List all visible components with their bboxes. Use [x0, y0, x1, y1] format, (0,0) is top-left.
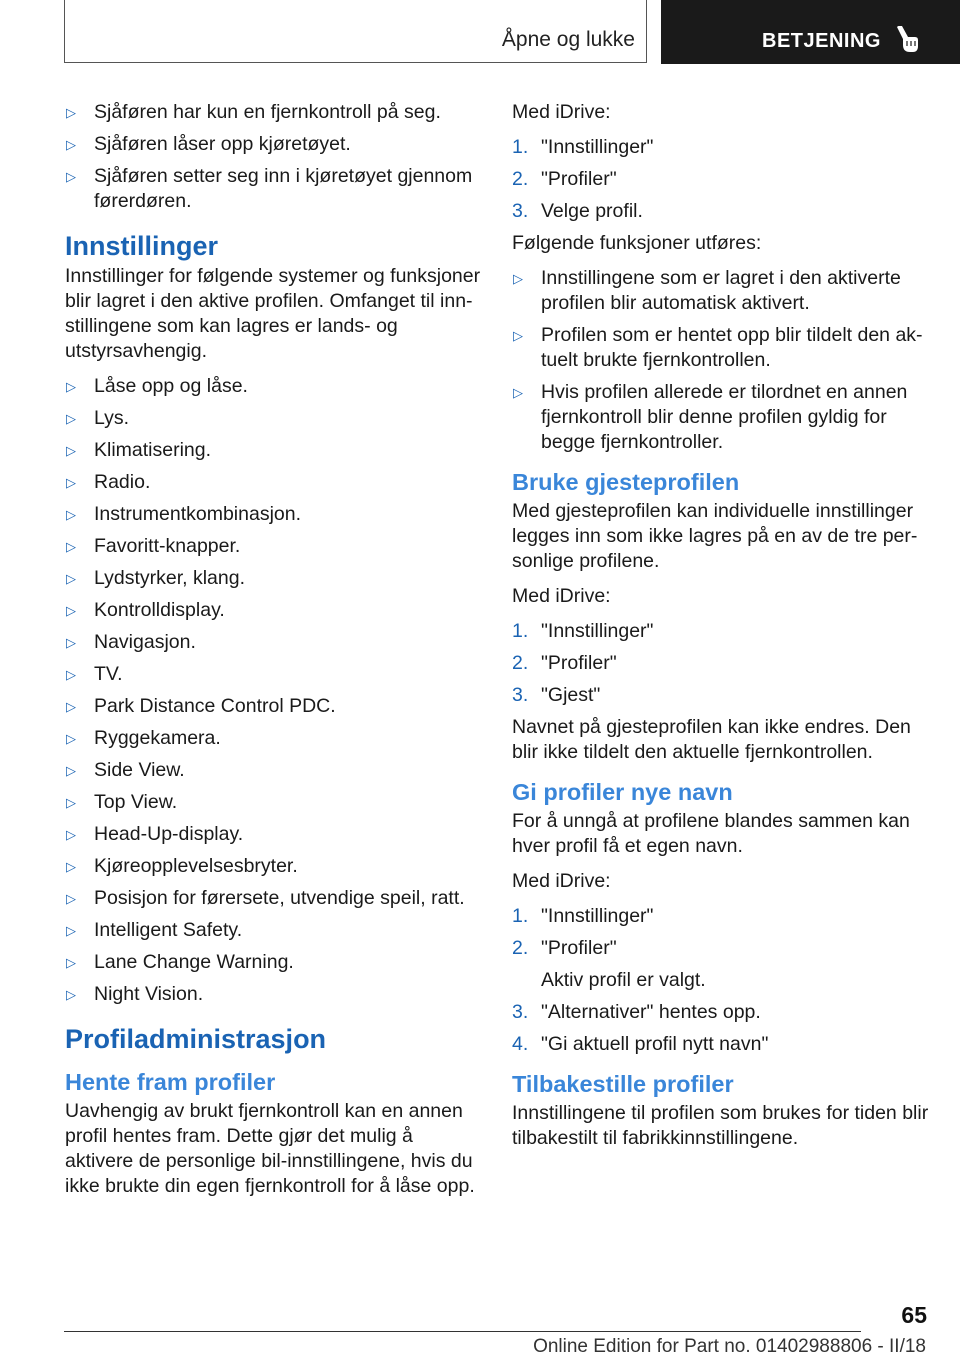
chapter-tab-label: BETJENING: [762, 30, 881, 52]
left-column: [65, 100, 485, 1209]
list-item: 4. "Gi aktuell profil nytt navn": [512, 1033, 769, 1055]
bullet-triangle-icon: ▷: [66, 795, 76, 810]
list-item: ▷ Lys.: [66, 407, 130, 429]
steps-list: [512, 135, 932, 224]
list-item: ▷ TV.: [66, 663, 123, 685]
intro-bullet-list: [65, 100, 485, 214]
list-item: ▷ Sjåføren setter seg inn i kjøretøyet gjennom førerdøren.: [66, 165, 473, 212]
heading-hente-fram-profiler: Hente fram profiler: [65, 1069, 276, 1095]
step-note: Aktiv profil er valgt.: [541, 969, 706, 991]
bullet-triangle-icon: ▷: [66, 443, 76, 458]
list-item: 2. "Profiler": [512, 168, 617, 190]
step-number: 2.: [512, 652, 529, 674]
footer-edition: Online Edition for Part no. 01402988806 - II/18: [533, 1336, 926, 1357]
section-title: Åpne og lukke: [501, 28, 635, 51]
bullet-triangle-icon: ▷: [66, 603, 76, 618]
list-item: ▷ Innstillingene som er lagret i den aktiverte profilen blir automatisk aktivert.: [513, 267, 901, 314]
bullet-triangle-icon: ▷: [66, 539, 76, 554]
list-item: ▷ Night Vision.: [66, 983, 204, 1005]
step-number: 3.: [512, 684, 529, 706]
bullet-triangle-icon: ▷: [66, 105, 76, 120]
hente-fram-text: Uavhengig av brukt fjernkontroll kan en annen profil hentes fram. Dette gjør det mulig å aktivere de personlige bil-innstillingene, hvis du ikke brukte din egen fjernkontroll for å låse opp.: [65, 1100, 475, 1197]
list-item: 1. "Innstillinger": [512, 620, 654, 642]
list-item: ▷ Top View.: [66, 791, 178, 813]
bullet-triangle-icon: ▷: [66, 891, 76, 906]
list-item: 2. "Profiler": [512, 652, 617, 674]
list-item: ▷ Lane Change Warning.: [66, 951, 294, 973]
list-item: ▷ Intelligent Safety.: [66, 919, 243, 941]
heading-profiladministrasjon: Profiladministrasjon: [65, 1024, 327, 1054]
list-item: ▷ Side View.: [66, 759, 185, 781]
bullet-triangle-icon: ▷: [66, 827, 76, 842]
list-item: ▷ Hvis profilen allerede er tilordnet en annen fjernkontroll blir denne profilen gyldig for begge fjernkontroller.: [513, 381, 908, 453]
bullet-triangle-icon: ▷: [513, 385, 523, 400]
idrive-label: Med iDrive:: [512, 585, 611, 607]
heading-bruke-gjesteprofilen: Bruke gjesteprofilen: [512, 469, 740, 495]
list-item: ▷ Favoritt-knapper.: [66, 535, 241, 557]
bullet-triangle-icon: ▷: [66, 169, 76, 184]
bullet-triangle-icon: ▷: [66, 667, 76, 682]
bullet-triangle-icon: ▷: [66, 475, 76, 490]
list-item: ▷ Profilen som er hentet opp blir tildelt den aktuelt brukte fjernkontrollen.: [513, 324, 923, 371]
bullet-triangle-icon: ▷: [66, 763, 76, 778]
step-number: 2.: [512, 937, 529, 959]
functions-label: Følgende funksjoner utføres:: [512, 232, 762, 254]
list-item: 2. "Profiler" Aktiv profil er valgt.: [512, 936, 932, 993]
right-column: [512, 100, 932, 1161]
bullet-triangle-icon: ▷: [66, 859, 76, 874]
rename-text: For å unngå at profilene blandes sammen kan hver profil få et egen navn.: [512, 810, 910, 857]
functions-list: [512, 266, 932, 455]
list-item: 1. "Innstillinger": [512, 136, 654, 158]
bullet-triangle-icon: ▷: [513, 271, 523, 286]
list-item: ▷ Radio.: [66, 471, 151, 493]
list-item: ▷ Head-Up-display.: [66, 823, 244, 845]
list-item: ▷ Klimatisering.: [66, 439, 212, 461]
reset-text: Innstillingene til profilen som brukes for tiden blir tilbakestilt til fabrikkinnstillingene.: [512, 1102, 929, 1149]
list-item: ▷ Instrumentkombinasjon.: [66, 503, 302, 525]
heading-gi-profiler-nye-navn: Gi profiler nye navn: [512, 779, 733, 805]
list-item: ▷ Kontrolldisplay.: [66, 599, 225, 621]
step-number: 2.: [512, 168, 529, 190]
steps-list: [512, 904, 932, 1057]
bullet-triangle-icon: ▷: [66, 699, 76, 714]
list-item: ▷ Sjåføren har kun en fjernkontroll på seg.: [66, 101, 441, 123]
list-item: ▷ Kjøreopplevelsesbryter.: [66, 855, 298, 877]
bullet-triangle-icon: ▷: [66, 987, 76, 1002]
list-item: 3. "Gjest": [512, 684, 601, 706]
footer-divider: [64, 1331, 861, 1332]
list-item: ▷ Park Distance Control PDC.: [66, 695, 336, 717]
idrive-label: Med iDrive:: [512, 870, 611, 892]
step-number: 1.: [512, 905, 529, 927]
list-item: 1. "Innstillinger": [512, 905, 654, 927]
settings-list: [65, 374, 485, 1007]
steps-list: [512, 619, 932, 708]
heading-tilbakestille-profiler: Tilbakestille profiler: [512, 1071, 734, 1097]
list-item: ▷ Ryggekamera.: [66, 727, 221, 749]
list-item: ▷ Posisjon for førersete, utvendige speil, ratt.: [66, 887, 465, 909]
bullet-triangle-icon: ▷: [66, 137, 76, 152]
step-number: 3.: [512, 1001, 529, 1023]
bullet-triangle-icon: ▷: [66, 635, 76, 650]
bullet-triangle-icon: ▷: [66, 731, 76, 746]
heading-innstillinger: Innstillinger: [65, 231, 219, 261]
list-item: 3. "Alternativer" hentes opp.: [512, 1001, 761, 1023]
step-number: 4.: [512, 1033, 529, 1055]
bullet-triangle-icon: ▷: [66, 571, 76, 586]
bullet-triangle-icon: ▷: [66, 923, 76, 938]
guest-text: Med gjesteprofilen kan individuelle innstillinger legges inn som ikke lagres på en av de tre personlige profilene.: [512, 500, 918, 572]
list-item: 3. Velge profil.: [512, 200, 643, 222]
idrive-label: Med iDrive:: [512, 101, 611, 123]
guest-note: Navnet på gjesteprofilen kan ikke endres. Den blir ikke tildelt den aktuelle fjernkontrollen.: [512, 716, 911, 763]
list-item: ▷ Lydstyrker, klang.: [66, 567, 246, 589]
page-number: 65: [901, 1302, 927, 1328]
innstillinger-text: Innstillinger for følgende systemer og funksjoner blir lagret i den aktive profilen. Omfanget til innstillingene som kan lagres er lands- og utstyrsavhengig.: [65, 265, 481, 362]
chapter-tab[interactable]: [661, 0, 960, 64]
bullet-triangle-icon: ▷: [513, 328, 523, 343]
step-number: 3.: [512, 200, 529, 222]
list-item: ▷ Navigasjon.: [66, 631, 196, 653]
list-item: ▷ Sjåføren låser opp kjøretøyet.: [66, 133, 351, 155]
list-item: ▷ Låse opp og låse.: [66, 375, 248, 397]
step-number: 1.: [512, 620, 529, 642]
bullet-triangle-icon: ▷: [66, 411, 76, 426]
step-number: 1.: [512, 136, 529, 158]
pointing-hand-icon: [894, 26, 920, 54]
bullet-triangle-icon: ▷: [66, 379, 76, 394]
bullet-triangle-icon: ▷: [66, 955, 76, 970]
bullet-triangle-icon: ▷: [66, 507, 76, 522]
